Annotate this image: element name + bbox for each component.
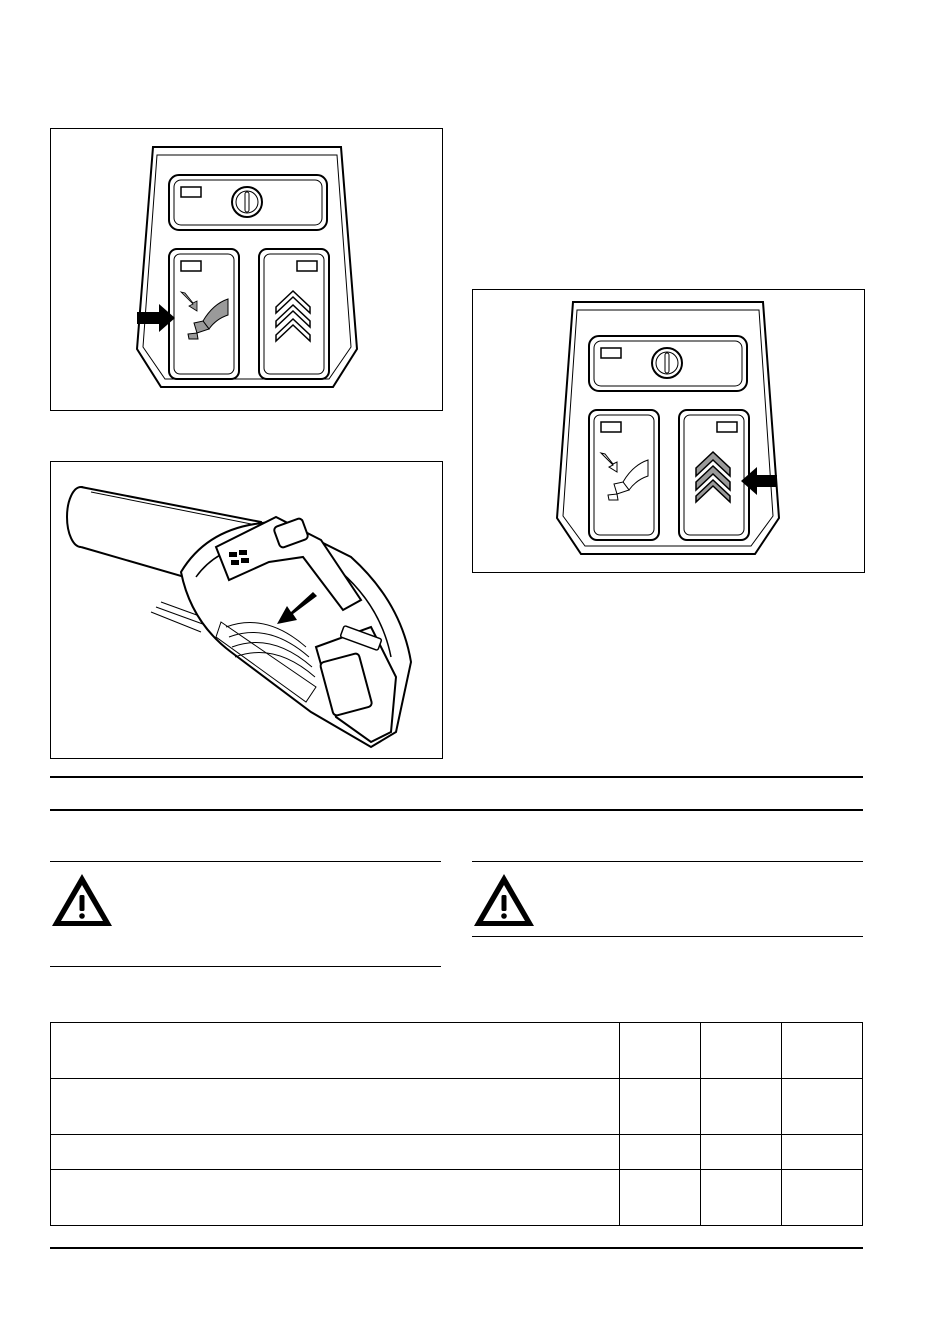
blower-illustration xyxy=(51,462,441,757)
table-cell xyxy=(620,1135,701,1170)
table-cell xyxy=(51,1135,620,1170)
control-panel-illustration xyxy=(473,290,863,571)
footer-rule xyxy=(50,1247,863,1249)
control-panel-illustration xyxy=(51,129,441,409)
table-cell xyxy=(51,1079,620,1135)
figure-blower-handle xyxy=(50,461,443,759)
power-led xyxy=(181,187,201,197)
warning-box xyxy=(472,861,863,939)
table-cell xyxy=(782,1079,863,1135)
figure-panel-boost xyxy=(472,289,865,573)
data-table xyxy=(50,1022,863,1226)
table-cell xyxy=(701,1079,782,1135)
warning-rule-bottom xyxy=(50,966,441,967)
table-cell xyxy=(51,1170,620,1226)
table-cell xyxy=(620,1079,701,1135)
table-cell xyxy=(701,1170,782,1226)
table-cell xyxy=(51,1023,620,1079)
figure-panel-eco xyxy=(50,128,443,411)
table-row xyxy=(51,1170,863,1226)
table-cell xyxy=(782,1023,863,1079)
table-row xyxy=(51,1079,863,1135)
warning-rule-bottom xyxy=(472,936,863,937)
table-cell xyxy=(701,1023,782,1079)
warning-triangle-icon xyxy=(472,871,536,929)
table-cell xyxy=(620,1170,701,1226)
warning-rule-top xyxy=(472,861,863,862)
section-rule xyxy=(50,809,863,811)
warning-box xyxy=(50,861,441,969)
table-cell xyxy=(782,1170,863,1226)
warning-rule-top xyxy=(50,861,441,862)
boost-button xyxy=(259,249,329,379)
table-cell xyxy=(620,1023,701,1079)
table-cell xyxy=(782,1135,863,1170)
table-row xyxy=(51,1023,863,1079)
warning-triangle-icon xyxy=(50,871,114,929)
table-row xyxy=(51,1135,863,1170)
table-cell xyxy=(701,1135,782,1170)
section-rule-top xyxy=(50,776,863,778)
